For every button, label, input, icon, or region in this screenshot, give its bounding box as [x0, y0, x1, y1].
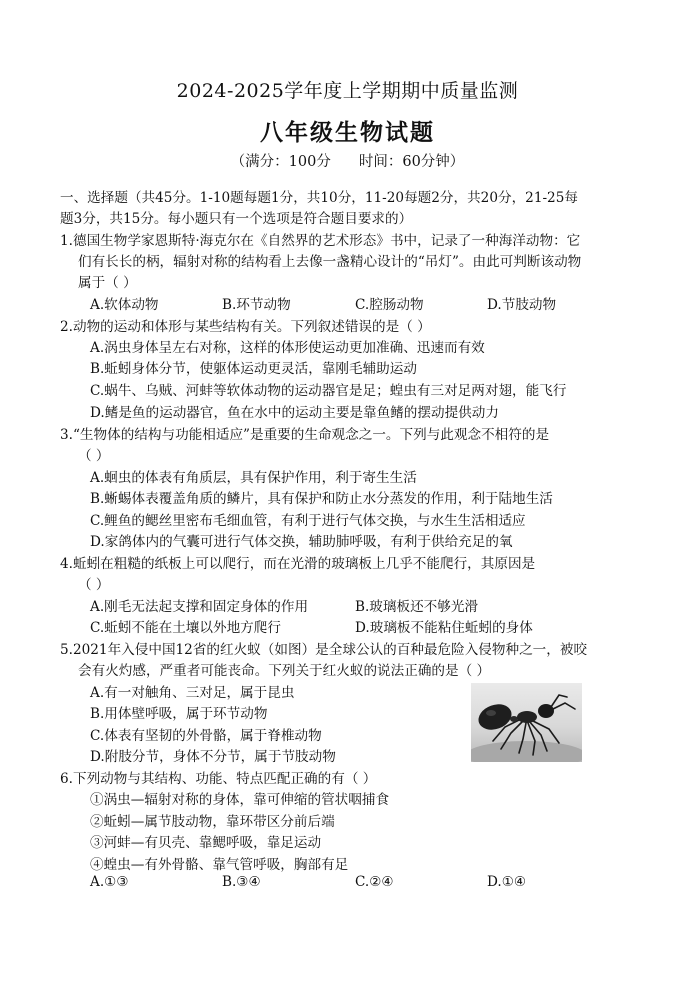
q3-option-d: D.家鸽体内的气囊可进行气体交换，辅助肺呼吸，有利于供给充足的氧 [90, 534, 513, 550]
q6-option-b: B.③④ [222, 874, 261, 890]
q6-option-c: C.②④ [355, 874, 394, 890]
q1-option-a: A.软体动物 [90, 297, 159, 313]
section-heading-line2: 题3分，共15分。每小题只有一个选项是符合题目要求的） [60, 211, 413, 227]
fire-ant-icon [471, 683, 582, 762]
q6-option-a: A.①③ [90, 874, 129, 890]
q4-option-c: C.蚯蚓不能在土壤以外地方爬行 [90, 620, 281, 636]
q4-stem-line1: 4.蚯蚓在粗糙的纸板上可以爬行，而在光滑的玻璃板上几乎不能爬行，其原因是 [60, 556, 536, 572]
exam-title: 2024-2025学年度上学期期中质量监测 [176, 80, 519, 102]
q6-item-1: ①涡虫—辐射对称的身体，靠可伸缩的管状咽捕食 [90, 792, 390, 808]
q2-option-b: B.蚯蚓身体分节，使躯体运动更灵活，靠刚毛辅助运动 [90, 361, 417, 377]
q6-stem: 6.下列动物与其结构、功能、特点匹配正确的有（ ） [60, 771, 377, 787]
q2-option-c: C.蜗牛、乌贼、河蚌等软体动物的运动器官是足；蝗虫有三对足两对翅，能飞行 [90, 383, 567, 399]
q6-option-d: D.①④ [487, 874, 527, 890]
q4-stem-line2: （ ） [78, 577, 110, 593]
q5-option-d: D.附肢分节，身体不分节，属于节肢动物 [90, 749, 336, 765]
section-heading-line1: 一、选择题（共45分。1-10题每题1分，共10分，11-20每题2分，共20分，21-25每 [60, 190, 578, 206]
q5-stem-line2: 会有火灼感，严重者可能丧命。下列关于红火蚁的说法正确的是（ ） [78, 663, 491, 679]
q5-option-b: B.用体壁呼吸，属于环节动物 [90, 706, 268, 722]
q3-option-b: B.蜥蜴体表覆盖角质的鳞片，具有保护和防止水分蒸发的作用，利于陆地生活 [90, 491, 553, 507]
q1-option-b: B.环节动物 [222, 297, 291, 313]
q2-option-a: A.涡虫身体呈左右对称，这样的体形使运动更加准确、迅速而有效 [90, 340, 485, 356]
q5-option-a: A.有一对触角、三对足，属于昆虫 [90, 685, 295, 701]
fire-ant-figure [471, 683, 582, 762]
q3-stem-line2: （ ） [78, 448, 110, 464]
q1-stem-line2: 们有长长的柄，辐射对称的结构看上去像一盏精心设计的“吊灯”。由此可判断该动物 [78, 254, 582, 270]
q2-option-d: D.鳍是鱼的运动器官，鱼在水中的运动主要是靠鱼鳍的摆动提供动力 [90, 405, 499, 421]
exam-subtitle: 八年级生物试题 [260, 120, 435, 146]
q2-stem: 2.动物的运动和体形与某些结构有关。下列叙述错误的是（ ） [60, 319, 431, 335]
q3-option-a: A.蛔虫的体表有角质层，具有保护作用，利于寄生生活 [90, 470, 417, 486]
q6-item-2: ②蚯蚓—属节肢动物，靠环带区分前后端 [90, 814, 335, 830]
q1-option-c: C.腔肠动物 [355, 297, 424, 313]
q1-option-d: D.节肢动物 [487, 297, 557, 313]
exam-time: 时间：60分钟） [358, 154, 465, 170]
full-score: （满分：100分 [230, 154, 331, 170]
q3-option-c: C.鲤鱼的鳃丝里密布毛细血管，有利于进行气体交换，与水生生活相适应 [90, 513, 526, 529]
q1-stem-line3: 属于（ ） [78, 275, 137, 291]
q5-stem-line1: 5.2021年入侵中国12省的红火蚁（如图）是全球公认的百种最危险入侵物种之一，被咬 [60, 642, 588, 658]
exam-info [0, 150, 695, 171]
q6-item-3: ③河蚌—有贝壳、靠鳃呼吸，靠足运动 [90, 835, 322, 851]
q5-option-c: C.体表有坚韧的外骨骼，属于脊椎动物 [90, 728, 322, 744]
q4-option-a: A.刚毛无法起支撑和固定身体的作用 [90, 599, 309, 615]
q1-stem-line1: 1.德国生物学家恩斯特·海克尔在《自然界的艺术形态》书中，记录了一种海洋动物：它 [60, 233, 581, 249]
q3-stem-line1: 3.“生物体的结构与功能相适应”是重要的生命观念之一。下列与此观念不相符的是 [60, 427, 550, 443]
q4-option-b: B.玻璃板还不够光滑 [355, 599, 479, 615]
q6-item-4: ④蝗虫—有外骨骼、靠气管呼吸，胸部有足 [90, 857, 349, 873]
q4-option-d: D.玻璃板不能粘住蚯蚓的身体 [355, 620, 533, 636]
